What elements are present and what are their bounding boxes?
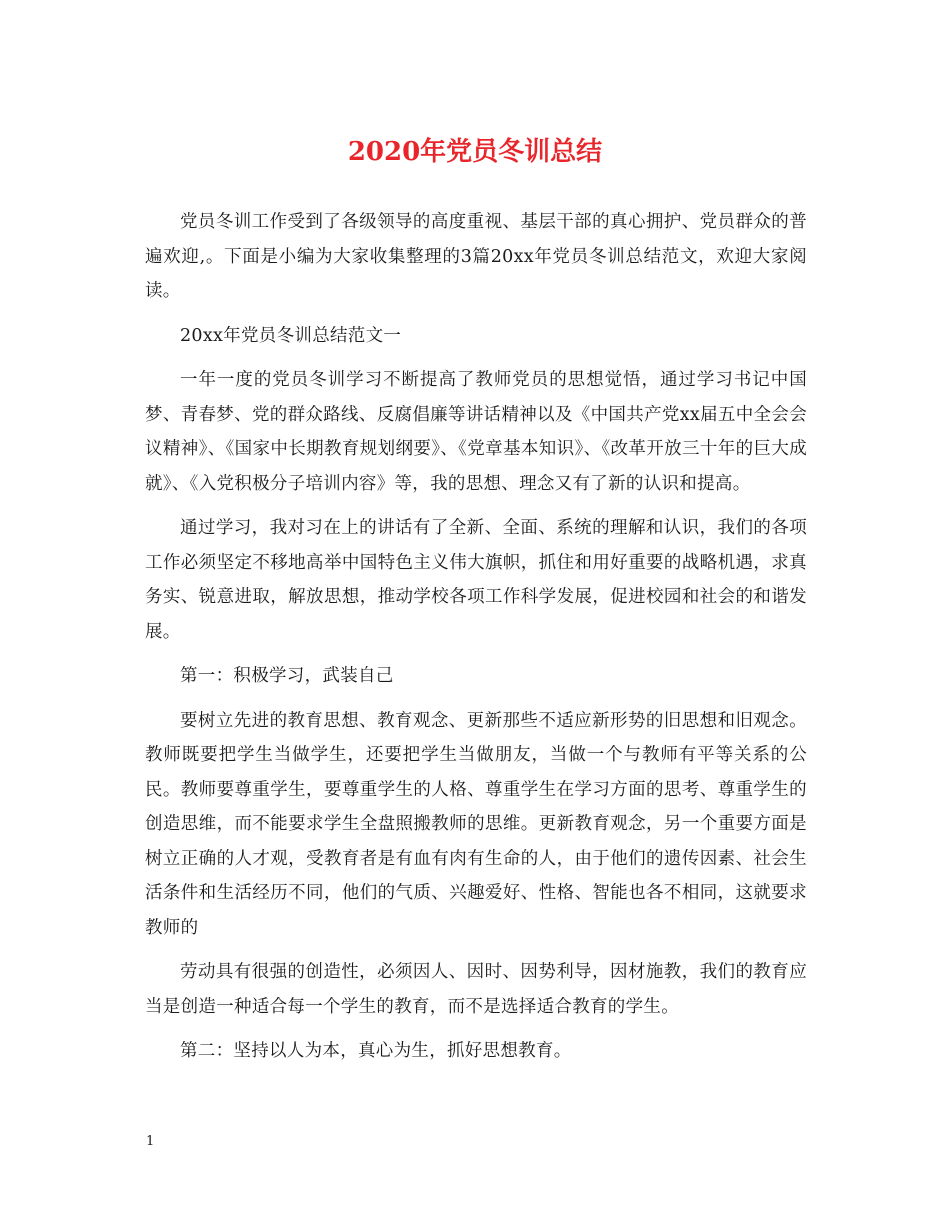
point-heading-first: 第一：积极学习，武装自己 bbox=[180, 666, 394, 686]
document-title: 2020年党员冬训总结 bbox=[347, 137, 603, 167]
intro-paragraph: 党员冬训工作受到了各级领导的高度重视、基层干部的真心拥护、党员群众的普遍欢迎,。下面是小编为大家收集整理的3篇20xx年党员冬训总结范文，欢迎大家阅读。 bbox=[145, 212, 807, 301]
body-paragraph: 一年一度的党员冬训学习不断提高了教师党员的思想觉悟，通过学习书记中国梦、青春梦、党的群众路线、反腐倡廉等讲话精神以及《中国共产党xx届五中全会会议精神》、《国家中长期教育规划纲要》、《党章基本知识》、《改革开放三十年的巨大成就》、《入党积极分子培训内容》等，我的思想、理念又有了新的认识和提高。 bbox=[145, 370, 807, 494]
body-paragraph: 劳动具有很强的创造性，必须因人、因时、因势利导，因材施教，我们的教育应当是创造一种适合每一个学生的教育，而不是选择适合教育的学生。 bbox=[145, 962, 807, 1017]
section-heading: 20xx年党员冬训总结范文一 bbox=[180, 325, 402, 346]
body-paragraph: 要树立先进的教育思想、教育观念、更新那些不适应新形势的旧思想和旧观念。教师既要把学生当做学生，还要把学生当做朋友，当做一个与教师有平等关系的公民。教师要尊重学生，要尊重学生的人格、尊重学生在学习方面的思考、尊重学生的创造思维，而不能要求学生全盘照搬教师的思维。更新教育观念，另一个重要方面是树立正确的人才观，受教育者是有血有肉有生命的人，由于他们的遗传因素、社会生活条件和生活经历不同，他们的气质、兴趣爱好、性格、智能也各不相同，这就要求教师的 bbox=[145, 710, 807, 938]
document-body bbox=[145, 205, 807, 1079]
body-paragraph: 通过学习，我对习在上的讲话有了全新、全面、系统的理解和认识，我们的各项工作必须坚定不移地高举中国特色主义伟大旗帜，抓住和用好重要的战略机遇，求真务实、锐意进取，解放思想，推动学校各项工作科学发展，促进校园和社会的和谐发展。 bbox=[145, 518, 807, 642]
point-heading-second: 第二：坚持以人为本，真心为生，抓好思想教育。 bbox=[180, 1041, 572, 1061]
page-number: 1 bbox=[146, 1134, 155, 1149]
